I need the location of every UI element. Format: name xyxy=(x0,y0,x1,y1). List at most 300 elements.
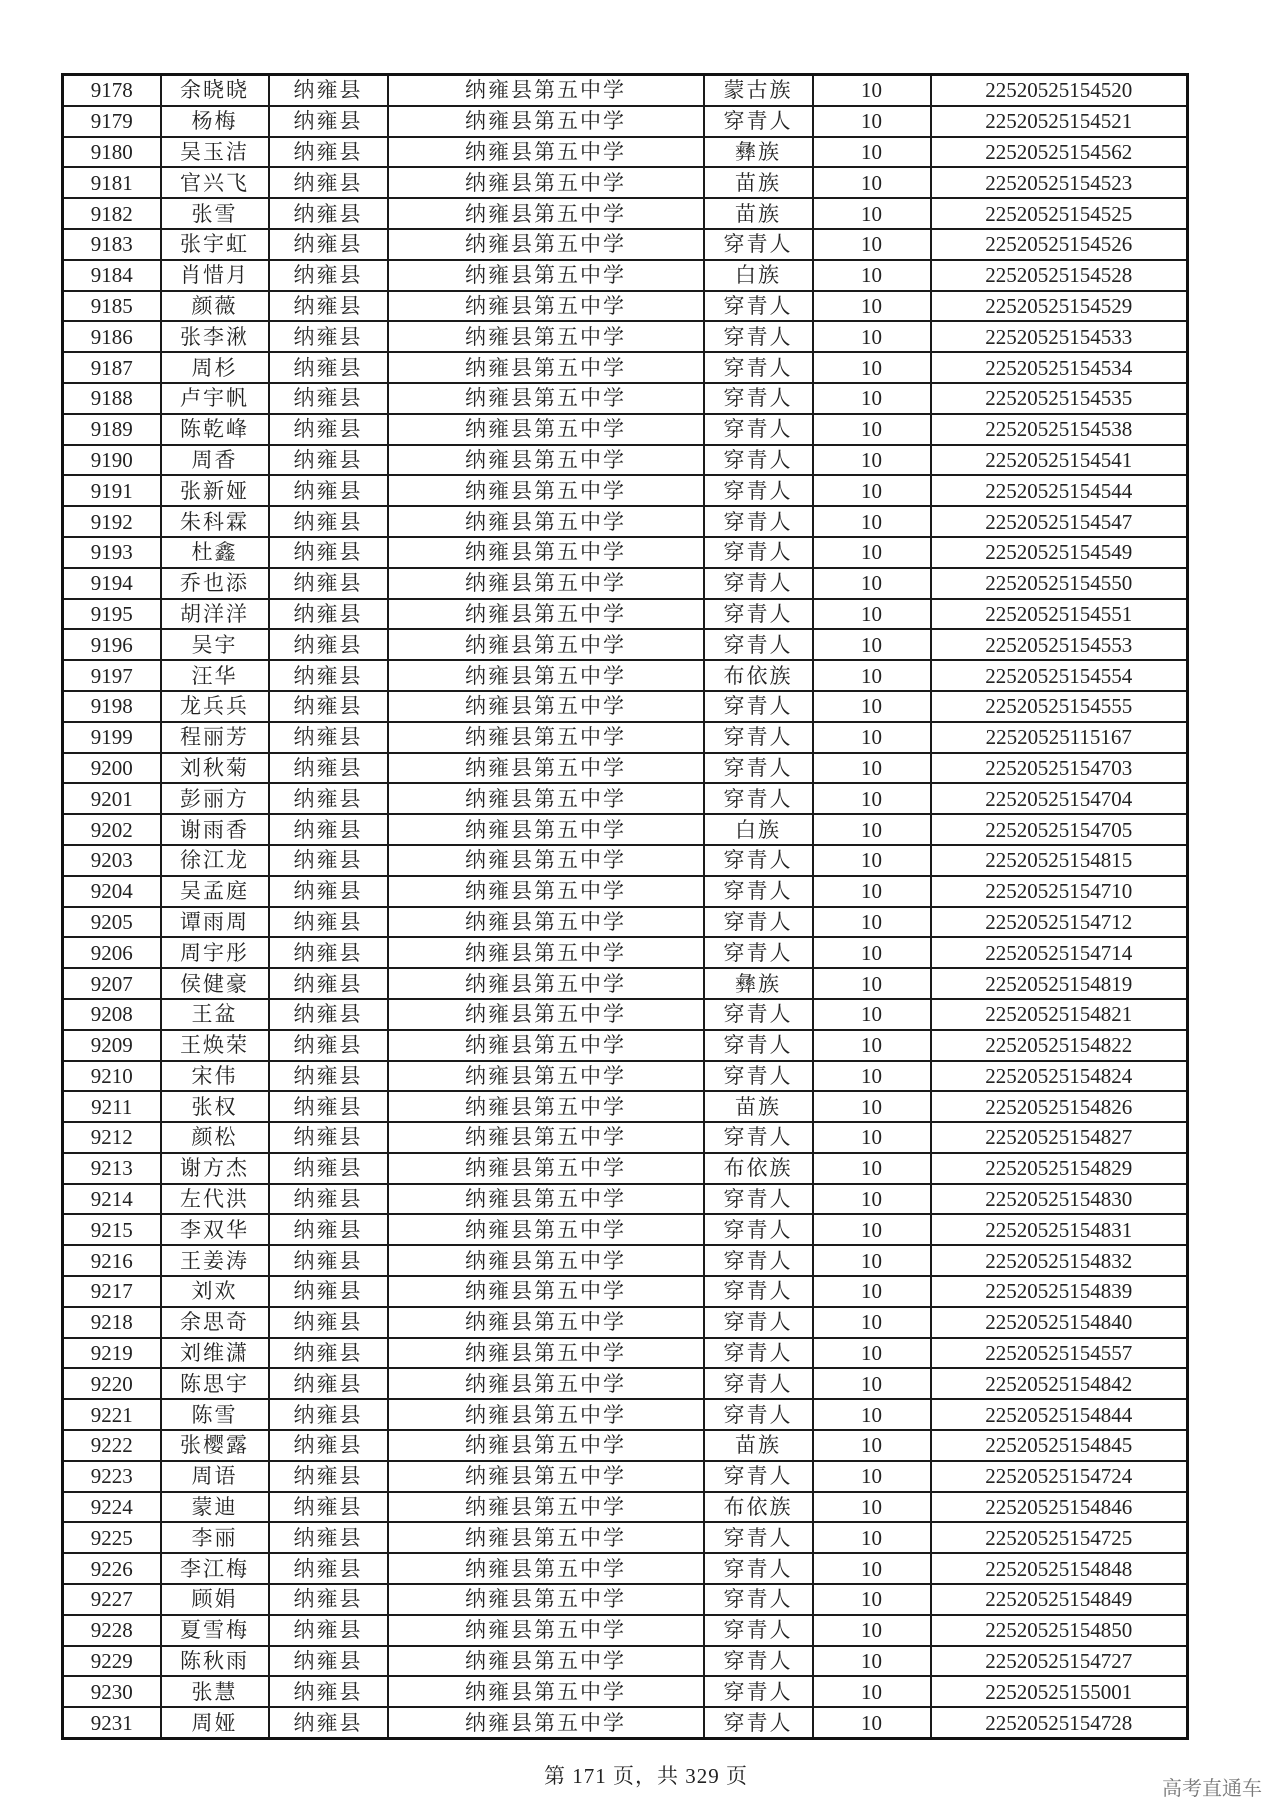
student-name-cell: 陈秋雨 xyxy=(161,1646,269,1677)
score-cell: 10 xyxy=(813,1091,931,1122)
serial-number-cell: 9186 xyxy=(63,321,161,352)
table-row xyxy=(63,999,1188,1030)
table-row xyxy=(63,1707,1188,1738)
score-cell: 10 xyxy=(813,660,931,691)
school-cell: 纳雍县第五中学 xyxy=(388,1338,704,1369)
school-cell: 纳雍县第五中学 xyxy=(388,845,704,876)
school-cell: 纳雍县第五中学 xyxy=(388,660,704,691)
county-cell: 纳雍县 xyxy=(269,506,388,537)
score-cell: 10 xyxy=(813,1430,931,1461)
exam-number-cell: 22520525154840 xyxy=(931,1307,1188,1338)
ethnicity-cell: 穿青人 xyxy=(704,475,813,506)
school-cell: 纳雍县第五中学 xyxy=(388,1091,704,1122)
ethnicity-cell: 穿青人 xyxy=(704,1061,813,1092)
student-name-cell: 张李湫 xyxy=(161,321,269,352)
county-cell: 纳雍县 xyxy=(269,1707,388,1738)
score-cell: 10 xyxy=(813,845,931,876)
student-name-cell: 谭雨周 xyxy=(161,907,269,938)
county-cell: 纳雍县 xyxy=(269,106,388,137)
student-name-cell: 张樱露 xyxy=(161,1430,269,1461)
table-body xyxy=(63,75,1188,1739)
score-cell: 10 xyxy=(813,383,931,414)
ethnicity-cell: 穿青人 xyxy=(704,537,813,568)
table-row xyxy=(63,1030,1188,1061)
ethnicity-cell: 布依族 xyxy=(704,660,813,691)
student-name-cell: 张宇虹 xyxy=(161,229,269,260)
serial-number-cell: 9219 xyxy=(63,1338,161,1369)
student-name-cell: 王盆 xyxy=(161,999,269,1030)
score-cell: 10 xyxy=(813,1615,931,1646)
serial-number-cell: 9185 xyxy=(63,291,161,322)
table-row xyxy=(63,937,1188,968)
ethnicity-cell: 彝族 xyxy=(704,137,813,168)
school-cell: 纳雍县第五中学 xyxy=(388,414,704,445)
exam-number-cell: 22520525154528 xyxy=(931,260,1188,291)
table-row xyxy=(63,1276,1188,1307)
ethnicity-cell: 穿青人 xyxy=(704,783,813,814)
exam-number-cell: 22520525154849 xyxy=(931,1584,1188,1615)
student-name-cell: 余晓晓 xyxy=(161,75,269,106)
serial-number-cell: 9190 xyxy=(63,445,161,476)
county-cell: 纳雍县 xyxy=(269,352,388,383)
exam-number-cell: 22520525154845 xyxy=(931,1430,1188,1461)
student-name-cell: 肖惜月 xyxy=(161,260,269,291)
exam-number-cell: 22520525154826 xyxy=(931,1091,1188,1122)
serial-number-cell: 9202 xyxy=(63,814,161,845)
table-row xyxy=(63,1522,1188,1553)
student-name-cell: 汪华 xyxy=(161,660,269,691)
school-cell: 纳雍县第五中学 xyxy=(388,1307,704,1338)
serial-number-cell: 9225 xyxy=(63,1522,161,1553)
exam-number-cell: 22520525154703 xyxy=(931,753,1188,784)
ethnicity-cell: 穿青人 xyxy=(704,999,813,1030)
county-cell: 纳雍县 xyxy=(269,814,388,845)
serial-number-cell: 9215 xyxy=(63,1214,161,1245)
exam-number-cell: 22520525154521 xyxy=(931,106,1188,137)
student-name-cell: 宋伟 xyxy=(161,1061,269,1092)
table-row xyxy=(63,1214,1188,1245)
student-name-cell: 吴玉洁 xyxy=(161,137,269,168)
school-cell: 纳雍县第五中学 xyxy=(388,1368,704,1399)
student-name-cell: 王姜涛 xyxy=(161,1245,269,1276)
serial-number-cell: 9222 xyxy=(63,1430,161,1461)
score-cell: 10 xyxy=(813,1245,931,1276)
exam-number-cell: 22520525154710 xyxy=(931,876,1188,907)
exam-number-cell: 22520525115167 xyxy=(931,722,1188,753)
school-cell: 纳雍县第五中学 xyxy=(388,1030,704,1061)
score-cell: 10 xyxy=(813,506,931,537)
county-cell: 纳雍县 xyxy=(269,537,388,568)
ethnicity-cell: 穿青人 xyxy=(704,106,813,137)
school-cell: 纳雍县第五中学 xyxy=(388,568,704,599)
county-cell: 纳雍县 xyxy=(269,1030,388,1061)
score-cell: 10 xyxy=(813,1646,931,1677)
school-cell: 纳雍县第五中学 xyxy=(388,722,704,753)
county-cell: 纳雍县 xyxy=(269,1553,388,1584)
school-cell: 纳雍县第五中学 xyxy=(388,999,704,1030)
ethnicity-cell: 穿青人 xyxy=(704,291,813,322)
serial-number-cell: 9221 xyxy=(63,1399,161,1430)
serial-number-cell: 9205 xyxy=(63,907,161,938)
ethnicity-cell: 穿青人 xyxy=(704,722,813,753)
serial-number-cell: 9209 xyxy=(63,1030,161,1061)
student-name-cell: 张新娅 xyxy=(161,475,269,506)
score-cell: 10 xyxy=(813,1707,931,1738)
county-cell: 纳雍县 xyxy=(269,753,388,784)
school-cell: 纳雍县第五中学 xyxy=(388,1461,704,1492)
exam-number-cell: 22520525154541 xyxy=(931,445,1188,476)
exam-number-cell: 22520525154533 xyxy=(931,321,1188,352)
school-cell: 纳雍县第五中学 xyxy=(388,352,704,383)
ethnicity-cell: 穿青人 xyxy=(704,1461,813,1492)
student-name-cell: 乔也添 xyxy=(161,568,269,599)
student-name-cell: 蒙迪 xyxy=(161,1492,269,1523)
exam-number-cell: 22520525154547 xyxy=(931,506,1188,537)
score-cell: 10 xyxy=(813,1492,931,1523)
ethnicity-cell: 苗族 xyxy=(704,1091,813,1122)
score-cell: 10 xyxy=(813,1461,931,1492)
student-name-cell: 李双华 xyxy=(161,1214,269,1245)
serial-number-cell: 9220 xyxy=(63,1368,161,1399)
score-cell: 10 xyxy=(813,907,931,938)
exam-number-cell: 22520525154839 xyxy=(931,1276,1188,1307)
table-row xyxy=(63,1492,1188,1523)
exam-number-cell: 22520525154714 xyxy=(931,937,1188,968)
score-cell: 10 xyxy=(813,321,931,352)
student-name-cell: 陈雪 xyxy=(161,1399,269,1430)
student-name-cell: 龙兵兵 xyxy=(161,691,269,722)
serial-number-cell: 9230 xyxy=(63,1676,161,1707)
table-row xyxy=(63,1461,1188,1492)
serial-number-cell: 9204 xyxy=(63,876,161,907)
table-row xyxy=(63,814,1188,845)
table-row xyxy=(63,291,1188,322)
score-cell: 10 xyxy=(813,599,931,630)
ethnicity-cell: 穿青人 xyxy=(704,629,813,660)
county-cell: 纳雍县 xyxy=(269,1368,388,1399)
student-name-cell: 刘维潇 xyxy=(161,1338,269,1369)
exam-number-cell: 22520525154555 xyxy=(931,691,1188,722)
student-name-cell: 侯健豪 xyxy=(161,968,269,999)
ethnicity-cell: 穿青人 xyxy=(704,1245,813,1276)
county-cell: 纳雍县 xyxy=(269,445,388,476)
school-cell: 纳雍县第五中学 xyxy=(388,1153,704,1184)
county-cell: 纳雍县 xyxy=(269,1122,388,1153)
county-cell: 纳雍县 xyxy=(269,383,388,414)
county-cell: 纳雍县 xyxy=(269,260,388,291)
score-cell: 10 xyxy=(813,291,931,322)
exam-number-cell: 22520525154827 xyxy=(931,1122,1188,1153)
county-cell: 纳雍县 xyxy=(269,999,388,1030)
table-row xyxy=(63,506,1188,537)
exam-number-cell: 22520525154704 xyxy=(931,783,1188,814)
county-cell: 纳雍县 xyxy=(269,1430,388,1461)
ethnicity-cell: 穿青人 xyxy=(704,599,813,630)
student-name-cell: 程丽芳 xyxy=(161,722,269,753)
table-row xyxy=(63,75,1188,106)
ethnicity-cell: 穿青人 xyxy=(704,1553,813,1584)
county-cell: 纳雍县 xyxy=(269,291,388,322)
county-cell: 纳雍县 xyxy=(269,660,388,691)
score-cell: 10 xyxy=(813,629,931,660)
score-cell: 10 xyxy=(813,1184,931,1215)
county-cell: 纳雍县 xyxy=(269,1584,388,1615)
student-name-cell: 朱科霖 xyxy=(161,506,269,537)
county-cell: 纳雍县 xyxy=(269,475,388,506)
table-row xyxy=(63,876,1188,907)
score-cell: 10 xyxy=(813,137,931,168)
exam-number-cell: 22520525154850 xyxy=(931,1615,1188,1646)
exam-number-cell: 22520525154727 xyxy=(931,1646,1188,1677)
county-cell: 纳雍县 xyxy=(269,876,388,907)
school-cell: 纳雍县第五中学 xyxy=(388,1676,704,1707)
county-cell: 纳雍县 xyxy=(269,1399,388,1430)
student-name-cell: 谢方杰 xyxy=(161,1153,269,1184)
serial-number-cell: 9214 xyxy=(63,1184,161,1215)
county-cell: 纳雍县 xyxy=(269,1461,388,1492)
student-name-cell: 吴孟庭 xyxy=(161,876,269,907)
table-row xyxy=(63,1584,1188,1615)
school-cell: 纳雍县第五中学 xyxy=(388,445,704,476)
school-cell: 纳雍县第五中学 xyxy=(388,475,704,506)
school-cell: 纳雍县第五中学 xyxy=(388,1707,704,1738)
ethnicity-cell: 穿青人 xyxy=(704,937,813,968)
serial-number-cell: 9224 xyxy=(63,1492,161,1523)
school-cell: 纳雍县第五中学 xyxy=(388,907,704,938)
county-cell: 纳雍县 xyxy=(269,629,388,660)
student-name-cell: 刘秋菊 xyxy=(161,753,269,784)
exam-number-cell: 22520525154844 xyxy=(931,1399,1188,1430)
county-cell: 纳雍县 xyxy=(269,1245,388,1276)
student-name-cell: 周娅 xyxy=(161,1707,269,1738)
school-cell: 纳雍县第五中学 xyxy=(388,1214,704,1245)
school-cell: 纳雍县第五中学 xyxy=(388,198,704,229)
exam-number-cell: 22520525154821 xyxy=(931,999,1188,1030)
score-cell: 10 xyxy=(813,106,931,137)
score-cell: 10 xyxy=(813,1214,931,1245)
exam-number-cell: 22520525154523 xyxy=(931,167,1188,198)
school-cell: 纳雍县第五中学 xyxy=(388,137,704,168)
student-name-cell: 陈乾峰 xyxy=(161,414,269,445)
ethnicity-cell: 穿青人 xyxy=(704,1368,813,1399)
table-row xyxy=(63,1153,1188,1184)
exam-number-cell: 22520525154526 xyxy=(931,229,1188,260)
serial-number-cell: 9216 xyxy=(63,1245,161,1276)
ethnicity-cell: 穿青人 xyxy=(704,1276,813,1307)
school-cell: 纳雍县第五中学 xyxy=(388,1584,704,1615)
school-cell: 纳雍县第五中学 xyxy=(388,537,704,568)
score-cell: 10 xyxy=(813,937,931,968)
ethnicity-cell: 苗族 xyxy=(704,1430,813,1461)
school-cell: 纳雍县第五中学 xyxy=(388,291,704,322)
table-row xyxy=(63,1307,1188,1338)
score-cell: 10 xyxy=(813,1553,931,1584)
score-cell: 10 xyxy=(813,814,931,845)
ethnicity-cell: 穿青人 xyxy=(704,321,813,352)
table-row xyxy=(63,783,1188,814)
serial-number-cell: 9210 xyxy=(63,1061,161,1092)
school-cell: 纳雍县第五中学 xyxy=(388,321,704,352)
table-row xyxy=(63,599,1188,630)
school-cell: 纳雍县第五中学 xyxy=(388,383,704,414)
student-name-cell: 左代洪 xyxy=(161,1184,269,1215)
exam-number-cell: 22520525154819 xyxy=(931,968,1188,999)
exam-number-cell: 22520525154724 xyxy=(931,1461,1188,1492)
student-name-cell: 李丽 xyxy=(161,1522,269,1553)
student-name-cell: 彭丽方 xyxy=(161,783,269,814)
school-cell: 纳雍县第五中学 xyxy=(388,1245,704,1276)
serial-number-cell: 9212 xyxy=(63,1122,161,1153)
student-name-cell: 杜鑫 xyxy=(161,537,269,568)
serial-number-cell: 9181 xyxy=(63,167,161,198)
serial-number-cell: 9194 xyxy=(63,568,161,599)
score-cell: 10 xyxy=(813,1676,931,1707)
ethnicity-cell: 穿青人 xyxy=(704,414,813,445)
ethnicity-cell: 穿青人 xyxy=(704,352,813,383)
school-cell: 纳雍县第五中学 xyxy=(388,876,704,907)
student-name-cell: 谢雨香 xyxy=(161,814,269,845)
county-cell: 纳雍县 xyxy=(269,1061,388,1092)
exam-number-cell: 22520525154712 xyxy=(931,907,1188,938)
county-cell: 纳雍县 xyxy=(269,1307,388,1338)
county-cell: 纳雍县 xyxy=(269,722,388,753)
exam-number-cell: 22520525154815 xyxy=(931,845,1188,876)
exam-number-cell: 22520525154725 xyxy=(931,1522,1188,1553)
student-name-cell: 徐江龙 xyxy=(161,845,269,876)
table-row xyxy=(63,907,1188,938)
school-cell: 纳雍县第五中学 xyxy=(388,106,704,137)
school-cell: 纳雍县第五中学 xyxy=(388,1522,704,1553)
exam-number-cell: 22520525154551 xyxy=(931,599,1188,630)
table-row xyxy=(63,414,1188,445)
ethnicity-cell: 穿青人 xyxy=(704,691,813,722)
ethnicity-cell: 穿青人 xyxy=(704,753,813,784)
county-cell: 纳雍县 xyxy=(269,968,388,999)
table-row xyxy=(63,321,1188,352)
county-cell: 纳雍县 xyxy=(269,1214,388,1245)
ethnicity-cell: 布依族 xyxy=(704,1153,813,1184)
serial-number-cell: 9188 xyxy=(63,383,161,414)
table-row xyxy=(63,1399,1188,1430)
exam-number-cell: 22520525154553 xyxy=(931,629,1188,660)
county-cell: 纳雍县 xyxy=(269,845,388,876)
table-row xyxy=(63,475,1188,506)
school-cell: 纳雍县第五中学 xyxy=(388,506,704,537)
county-cell: 纳雍县 xyxy=(269,75,388,106)
student-name-cell: 颜松 xyxy=(161,1122,269,1153)
school-cell: 纳雍县第五中学 xyxy=(388,1615,704,1646)
serial-number-cell: 9227 xyxy=(63,1584,161,1615)
exam-number-cell: 22520525154832 xyxy=(931,1245,1188,1276)
serial-number-cell: 9223 xyxy=(63,1461,161,1492)
student-name-cell: 官兴飞 xyxy=(161,167,269,198)
score-cell: 10 xyxy=(813,753,931,784)
score-cell: 10 xyxy=(813,1399,931,1430)
table-row xyxy=(63,753,1188,784)
county-cell: 纳雍县 xyxy=(269,1153,388,1184)
serial-number-cell: 9184 xyxy=(63,260,161,291)
ethnicity-cell: 穿青人 xyxy=(704,506,813,537)
score-cell: 10 xyxy=(813,167,931,198)
table-row xyxy=(63,1338,1188,1369)
table-row xyxy=(63,106,1188,137)
exam-number-cell: 22520525154824 xyxy=(931,1061,1188,1092)
score-cell: 10 xyxy=(813,1153,931,1184)
score-cell: 10 xyxy=(813,1307,931,1338)
ethnicity-cell: 穿青人 xyxy=(704,1184,813,1215)
ethnicity-cell: 穿青人 xyxy=(704,1122,813,1153)
table-row xyxy=(63,1122,1188,1153)
school-cell: 纳雍县第五中学 xyxy=(388,75,704,106)
ethnicity-cell: 穿青人 xyxy=(704,1707,813,1738)
ethnicity-cell: 布依族 xyxy=(704,1492,813,1523)
school-cell: 纳雍县第五中学 xyxy=(388,260,704,291)
student-name-cell: 卢宇帆 xyxy=(161,383,269,414)
school-cell: 纳雍县第五中学 xyxy=(388,1399,704,1430)
student-name-cell: 周香 xyxy=(161,445,269,476)
student-name-cell: 周语 xyxy=(161,1461,269,1492)
school-cell: 纳雍县第五中学 xyxy=(388,937,704,968)
student-name-cell: 李江梅 xyxy=(161,1553,269,1584)
school-cell: 纳雍县第五中学 xyxy=(388,814,704,845)
serial-number-cell: 9179 xyxy=(63,106,161,137)
serial-number-cell: 9208 xyxy=(63,999,161,1030)
exam-number-cell: 22520525154535 xyxy=(931,383,1188,414)
county-cell: 纳雍县 xyxy=(269,1646,388,1677)
serial-number-cell: 9182 xyxy=(63,198,161,229)
exam-number-cell: 22520525154728 xyxy=(931,1707,1188,1738)
student-name-cell: 陈思宇 xyxy=(161,1368,269,1399)
county-cell: 纳雍县 xyxy=(269,321,388,352)
score-cell: 10 xyxy=(813,352,931,383)
serial-number-cell: 9197 xyxy=(63,660,161,691)
score-cell: 10 xyxy=(813,445,931,476)
ethnicity-cell: 苗族 xyxy=(704,198,813,229)
exam-number-cell: 22520525154842 xyxy=(931,1368,1188,1399)
ethnicity-cell: 穿青人 xyxy=(704,1584,813,1615)
table-row xyxy=(63,137,1188,168)
exam-number-cell: 22520525155001 xyxy=(931,1676,1188,1707)
county-cell: 纳雍县 xyxy=(269,1522,388,1553)
score-cell: 10 xyxy=(813,722,931,753)
score-cell: 10 xyxy=(813,783,931,814)
student-name-cell: 周宇彤 xyxy=(161,937,269,968)
ethnicity-cell: 穿青人 xyxy=(704,907,813,938)
serial-number-cell: 9207 xyxy=(63,968,161,999)
score-cell: 10 xyxy=(813,1338,931,1369)
county-cell: 纳雍县 xyxy=(269,198,388,229)
table-row xyxy=(63,537,1188,568)
serial-number-cell: 9213 xyxy=(63,1153,161,1184)
score-cell: 10 xyxy=(813,876,931,907)
exam-number-cell: 22520525154562 xyxy=(931,137,1188,168)
exam-number-cell: 22520525154554 xyxy=(931,660,1188,691)
exam-number-cell: 22520525154822 xyxy=(931,1030,1188,1061)
serial-number-cell: 9200 xyxy=(63,753,161,784)
score-cell: 10 xyxy=(813,1522,931,1553)
exam-number-cell: 22520525154525 xyxy=(931,198,1188,229)
school-cell: 纳雍县第五中学 xyxy=(388,1492,704,1523)
serial-number-cell: 9187 xyxy=(63,352,161,383)
county-cell: 纳雍县 xyxy=(269,414,388,445)
school-cell: 纳雍县第五中学 xyxy=(388,1061,704,1092)
table-row xyxy=(63,1368,1188,1399)
score-cell: 10 xyxy=(813,475,931,506)
county-cell: 纳雍县 xyxy=(269,137,388,168)
student-list-table xyxy=(61,73,1189,1740)
student-name-cell: 张慧 xyxy=(161,1676,269,1707)
ethnicity-cell: 穿青人 xyxy=(704,568,813,599)
